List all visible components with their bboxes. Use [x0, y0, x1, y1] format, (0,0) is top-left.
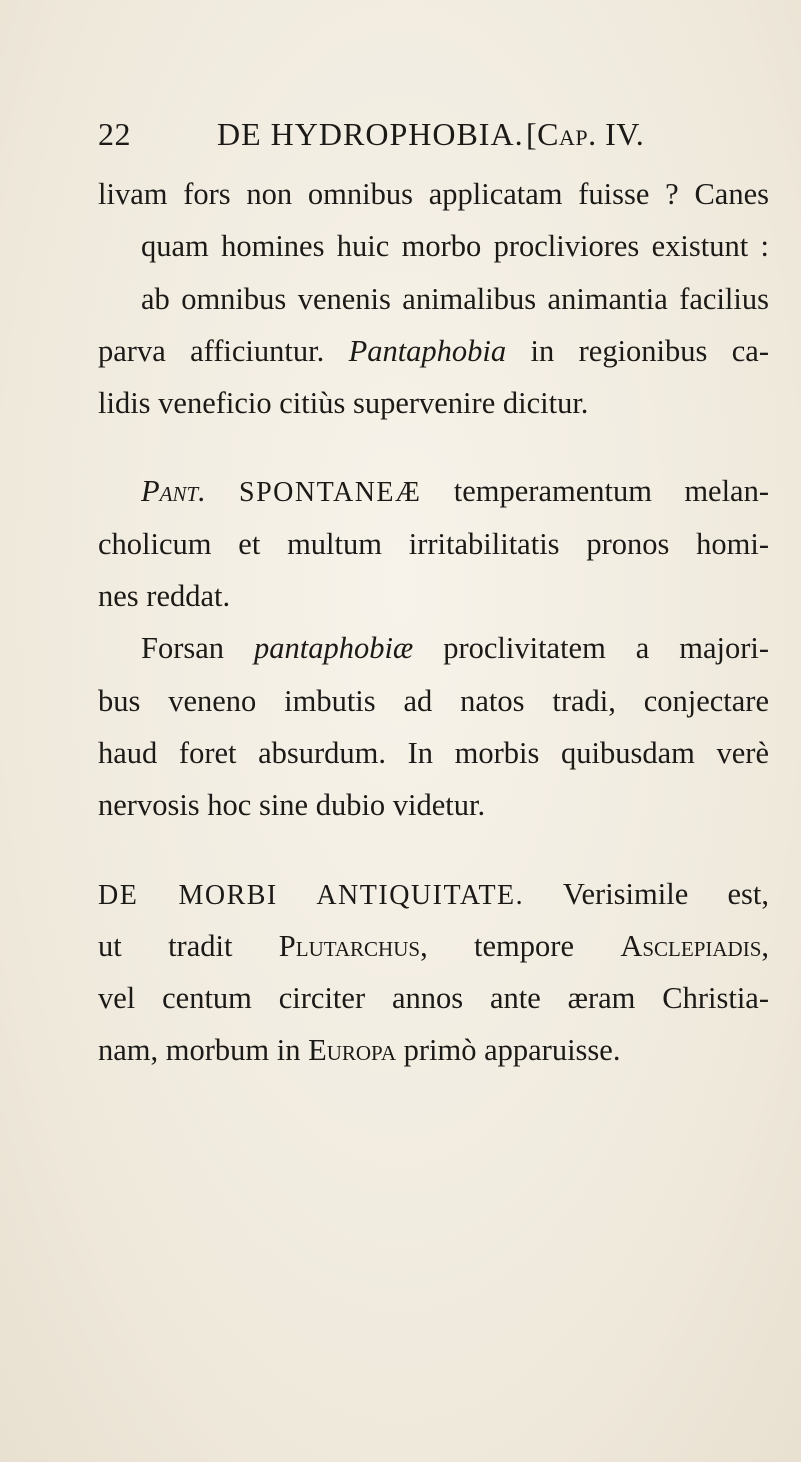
text-line: nam, morbum in Europa primò apparuisse. — [98, 1033, 621, 1068]
chapter-label: [Cap. IV. — [526, 116, 645, 152]
text-line: ut tradit Plutarchus, tempore Asclepiadis, — [98, 928, 769, 963]
side-heading: DE MORBI ANTIQUITATE. — [98, 879, 525, 911]
running-title: DE HYDROPHOBIA. — [217, 116, 524, 152]
text-line: Pant. SPONTANEÆ temperamentum melan- — [141, 474, 770, 509]
emphasis: pantaphobiæ — [253, 631, 414, 666]
text-line: cholicum et multum irritabilitatis pronos homi- — [98, 526, 769, 561]
text-line: nervosis hoc sine dubio videtur. — [98, 788, 486, 823]
text-line: bus veneno imbutis ad natos tradi, conjectare — [98, 683, 769, 718]
text-line: livam fors non omnibus applicatam fuisse ? Canes — [98, 177, 769, 211]
text-line: DE MORBI ANTIQUITATE. Verisimile est, — [98, 876, 769, 911]
side-heading: SPONTANEÆ — [205, 477, 422, 509]
text-line: Forsan pantaphobiæ proclivitatem a majori- — [141, 631, 769, 666]
text-line: ab omnibus venenis animalibus animantia facilius — [141, 281, 769, 316]
text-line: lidis veneficio citiùs supervenire dicitur. — [98, 386, 589, 421]
page-header — [98, 116, 768, 156]
side-heading: Pant. — [141, 474, 206, 509]
proper-name: Asclepiadis — [620, 928, 762, 963]
proper-name: Plutarchus — [278, 928, 421, 963]
body-text — [98, 168, 769, 1077]
text-line: quam homines huic morbo procliviores existunt : — [141, 229, 769, 264]
text-line: parva afficiuntur. Pantaphobia in regionibus ca- — [98, 333, 769, 368]
text-line: haud foret absurdum. In morbis quibusdam verè — [98, 735, 769, 770]
page-number: 22 — [98, 116, 131, 152]
text-line: vel centum circiter annos ante æram Christia- — [98, 981, 769, 1016]
emphasis: Pantaphobia — [348, 333, 507, 368]
proper-name: Europa — [308, 1033, 396, 1068]
text-line: nes reddat. — [98, 579, 231, 614]
